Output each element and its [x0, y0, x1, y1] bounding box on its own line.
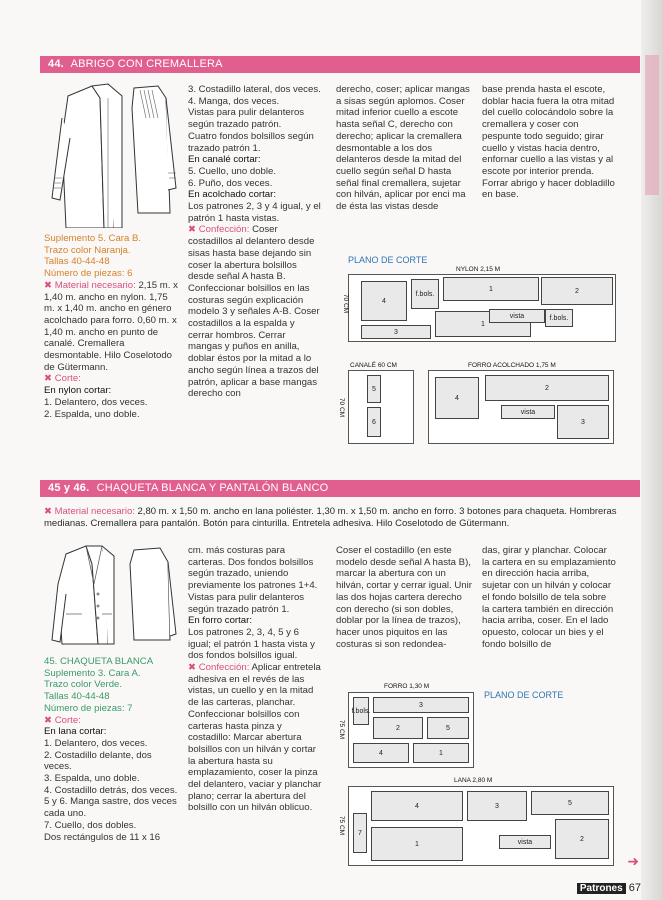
- supplement-line: Número de piezas: 6: [44, 268, 133, 280]
- lana-layout: [348, 786, 614, 866]
- confeccion-label: Confección:: [198, 662, 250, 674]
- piece-label: vista: [509, 312, 525, 320]
- list-item: Cuatro fondos bolsillos según trazado patrón 1.: [188, 130, 314, 154]
- lana-label: En lana cortar:: [44, 726, 107, 738]
- piece-label: f.bols.: [549, 314, 569, 322]
- piece-label: f.bols.: [415, 290, 435, 298]
- confeccion-label: Confección:: [198, 224, 250, 236]
- pattern-piece: [501, 405, 555, 419]
- plano-de-corte-title: PLANO DE CORTE: [484, 690, 564, 700]
- corte-label: Corte:: [54, 373, 81, 385]
- pattern-piece: 5: [531, 791, 609, 815]
- page-footer: [577, 882, 641, 894]
- section-45-col4: [482, 545, 616, 650]
- jacket-illustration: [48, 544, 180, 652]
- section-44-number: 44.: [48, 58, 64, 70]
- material-label: Material necesario:: [54, 506, 135, 517]
- nylon-label: En nylon cortar:: [44, 385, 112, 397]
- forro-layout: [428, 370, 614, 444]
- pattern-piece: 1: [435, 311, 531, 337]
- body-text: Coser el costadillo (en este modelo desde señal A hasta B), marcar la abertura con un hilván, cortar y cerrar igual. Unir las dos hojas cartera derecho con derecho (si son dobles, doblar por la línea de trazos), hacer unos piquitos en las costuras si son redondea-: [336, 545, 472, 650]
- plano-de-corte-title: PLANO DE CORTE: [348, 255, 428, 265]
- nylon-layout: [348, 274, 616, 342]
- list-item: 5. Cuello, uno doble.: [188, 165, 277, 177]
- supplement-line: 45. CHAQUETA BLANCA: [44, 656, 154, 667]
- pattern-piece: 3: [361, 325, 431, 339]
- list-item: Dos rectángulos de 11 x 16: [44, 831, 161, 843]
- section-44-title: ABRIGO CON CREMALLERA: [70, 58, 223, 70]
- piece-label: vista: [520, 408, 536, 416]
- pattern-piece: 2: [541, 277, 613, 305]
- forro-label: En forro cortar:: [188, 615, 252, 627]
- section-44-col2: [188, 84, 322, 400]
- supplement-line: Tallas 40-44-48: [44, 256, 110, 268]
- pattern-piece: 1: [413, 743, 469, 763]
- supplement-line: Número de piezas: 7: [44, 702, 133, 714]
- fabric-width-label: 70 CM: [338, 397, 346, 418]
- pattern-piece: 4: [353, 743, 409, 763]
- pattern-piece: [489, 309, 545, 323]
- piece-label: f.bols.: [351, 707, 371, 715]
- fabric-width-label: 75 CM: [338, 815, 346, 836]
- list-item: 1. Delantero, dos veces.: [44, 737, 148, 749]
- cross-icon: ✖: [44, 373, 55, 385]
- fabric-width-label: 75 CM: [338, 719, 346, 740]
- pattern-piece: [353, 697, 369, 725]
- pattern-piece: 3: [557, 405, 609, 439]
- section-44-col3: [336, 84, 472, 213]
- lana-width-label: LANA 2,80 M: [454, 777, 493, 784]
- cross-icon: ✖: [44, 714, 55, 726]
- cross-icon: ✖: [188, 224, 199, 236]
- supplement-line: Trazo color Verde.: [44, 679, 123, 691]
- pattern-piece: 2: [485, 375, 609, 401]
- pattern-piece: 5: [367, 375, 381, 403]
- forro-width-label: FORRO ACOLCHADO 1,75 M: [468, 362, 556, 369]
- list-item: Vistas para pulir delanteros según trazado patrón.: [188, 107, 305, 131]
- pattern-piece: 4: [435, 377, 479, 419]
- pattern-piece: [545, 309, 573, 327]
- canale-layout: [348, 370, 414, 444]
- pattern-piece: 3: [467, 791, 527, 821]
- section-44-col1: [44, 233, 178, 420]
- supplement-line: Suplemento 3. Cara A.: [44, 667, 141, 679]
- corte-label: Corte:: [54, 714, 81, 726]
- piece-label: vista: [517, 838, 533, 846]
- confeccion-text: Aplicar entretela adhesiva en el revés de las vistas, un cuello y en la mitad de las carteras, planchar. Confeccionar bolsillos con carteras hasta pinza y costadillo: Marcar abertura bolsillos con un hilván y cortar la abertura hasta su emplazamiento, coser la pinza del delantero, vaciar y planchar plano; cerrar la abertura del bolsillo con un hilván oblicuo.: [188, 662, 322, 814]
- coat-illustration: [48, 78, 180, 228]
- section-44-col4: [482, 84, 616, 201]
- pattern-piece: 2: [555, 819, 609, 859]
- pattern-piece: 1: [371, 827, 463, 861]
- list-item: 4. Costadillo detrás, dos veces.: [44, 784, 178, 796]
- pattern-piece: 1: [443, 277, 539, 301]
- section-45-header: [40, 480, 640, 497]
- list-item: 3. Espalda, uno doble.: [44, 773, 140, 785]
- canale-label: En canalé cortar:: [188, 154, 261, 166]
- section-44-header: [40, 56, 640, 73]
- forro-text: Los patrones 2, 3, 4, 5 y 6 igual; el patrón 1 hasta vista y dos fondos bolsillos igual.: [188, 626, 315, 662]
- body-text: derecho, coser; aplicar mangas a sisas según aplomos. Coser mitad inferior cuello a escote hasta señal C, derecho con derecho; aplicar la cremallera desmontable a los dos delanteros desde la mitad del cuello según señal D hasta señal final cremallera, sujetar con hilván, aplicar por enci ma de ésta las vistas desde: [336, 84, 470, 213]
- acolchado-text: Los patrones 2, 3 y 4 igual, y el patrón 1 hasta vistas.: [188, 201, 321, 224]
- magazine-brand: Patrones: [577, 883, 626, 894]
- cross-icon: ✖: [44, 506, 55, 517]
- pattern-piece: 5: [427, 717, 469, 739]
- list-item: 7. Cuello, dos dobles.: [44, 819, 137, 831]
- next-arrow-icon: ➜: [627, 853, 639, 869]
- list-item: 1. Delantero, dos veces.: [44, 396, 148, 408]
- body-text: cm. más costuras para carteras. Dos fondos bolsillos según trazado, uniendo previamente los patrones 1+4. Vistas para pulir delanteros según trazado patrón 1.: [188, 545, 318, 615]
- supplement-line: Trazo color Naranja.: [44, 244, 131, 256]
- page-number: 67: [628, 882, 641, 894]
- list-item: 2. Costadillo delante, dos veces.: [44, 749, 152, 773]
- pattern-piece: [499, 835, 551, 849]
- pattern-piece: 3: [373, 697, 469, 713]
- material-text: 2,80 m. x 1,50 m. ancho en lana poliéster. 1,30 m. x 1,50 m. ancho en forro. 3 botones para chaqueta. Hombreras medianas. Cremallera para pantalón. Botón para cinturilla. Entretela adhesiva. Hilo Coselotodo de Gütermann.: [44, 506, 617, 529]
- section-45-number: 45 y 46.: [48, 482, 90, 494]
- material-label: Material necesario:: [54, 279, 136, 291]
- pattern-piece: 2: [373, 717, 423, 739]
- section-45-material: [44, 506, 624, 530]
- confeccion-text: Coser costadillos al delantero desde sisas hasta base dejando sin coser la abertura bolsillos desde señal A hasta B. Confeccionar bolsillos en las costuras según explicación modelo 3 y señales A-B. Coser costadillos a la espalda y cerrar hombros. Cerrar mangas y puños en anilla, doblar éstos por la mitad a lo ancho según línea a trazos del patrón, aplicar a base mangas derecho con: [188, 224, 320, 400]
- supplement-line: Tallas 40-44-48: [44, 691, 110, 703]
- forro-layout-2: [348, 692, 474, 768]
- section-45-col1: [44, 656, 178, 843]
- list-item: 3. Costadillo lateral, dos veces.: [188, 84, 321, 95]
- pattern-piece: [411, 279, 439, 309]
- nylon-width-label: NYLON 2,15 M: [456, 266, 501, 273]
- cross-icon: ✖: [188, 662, 199, 674]
- material-text: 2,15 m. x 1,40 m. ancho en nylon. 1,75 m. x 1,40 m. ancho en género acolchado para forro. 0,60 m. x 1,40 m. ancho en punto de canalé. Cremallera desmontable. Hilo Coselotodo de Gütermann.: [44, 279, 178, 373]
- forro-width-label: FORRO 1,30 M: [384, 683, 430, 690]
- list-item: 4. Manga, dos veces.: [188, 95, 280, 107]
- body-text: base prenda hasta el escote, doblar hacia fuera la otra mitad del cuello colocándolo sobre la cremallera y coser con pespunte todo seguido; girar cuello y vistas hacia dentro, enfornar cuello a las vistas y al escote por interior prenda. Forrar abrigo y hacer dobladillo en base.: [482, 84, 615, 201]
- list-item: 5 y 6. Manga sastre, dos veces cada uno.: [44, 796, 177, 820]
- list-item: 6. Puño, dos veces.: [188, 177, 273, 189]
- fabric-width-label: 70 CM: [342, 293, 350, 314]
- list-item: 2. Espalda, uno doble.: [44, 408, 140, 420]
- cross-icon: ✖: [44, 279, 55, 291]
- section-45-col2: [188, 545, 322, 814]
- page-edge-tab: [645, 55, 659, 195]
- body-text: das, girar y planchar. Colocar la cartera en su emplazamiento en dirección hacia arriba, sujetar con un hilván y colocar el fondo bolsillo de tela sobre la cartera también en dirección hacia arriba, coser. En el lado opuesto, colocar un bies y el fondo bolsillo de: [482, 545, 616, 650]
- acolchado-label: En acolchado cortar:: [188, 189, 276, 201]
- supplement-line: Suplemento 5. Cara B.: [44, 233, 142, 244]
- canale-width-label: CANALÉ 60 CM: [350, 362, 397, 369]
- section-45-title: CHAQUETA BLANCA Y PANTALÓN BLANCO: [96, 482, 329, 494]
- section-45-col3: [336, 545, 472, 650]
- pattern-piece: 7: [353, 813, 367, 853]
- pattern-piece: 4: [371, 791, 463, 821]
- pattern-piece: 4: [361, 281, 407, 321]
- pattern-piece: 6: [367, 407, 381, 437]
